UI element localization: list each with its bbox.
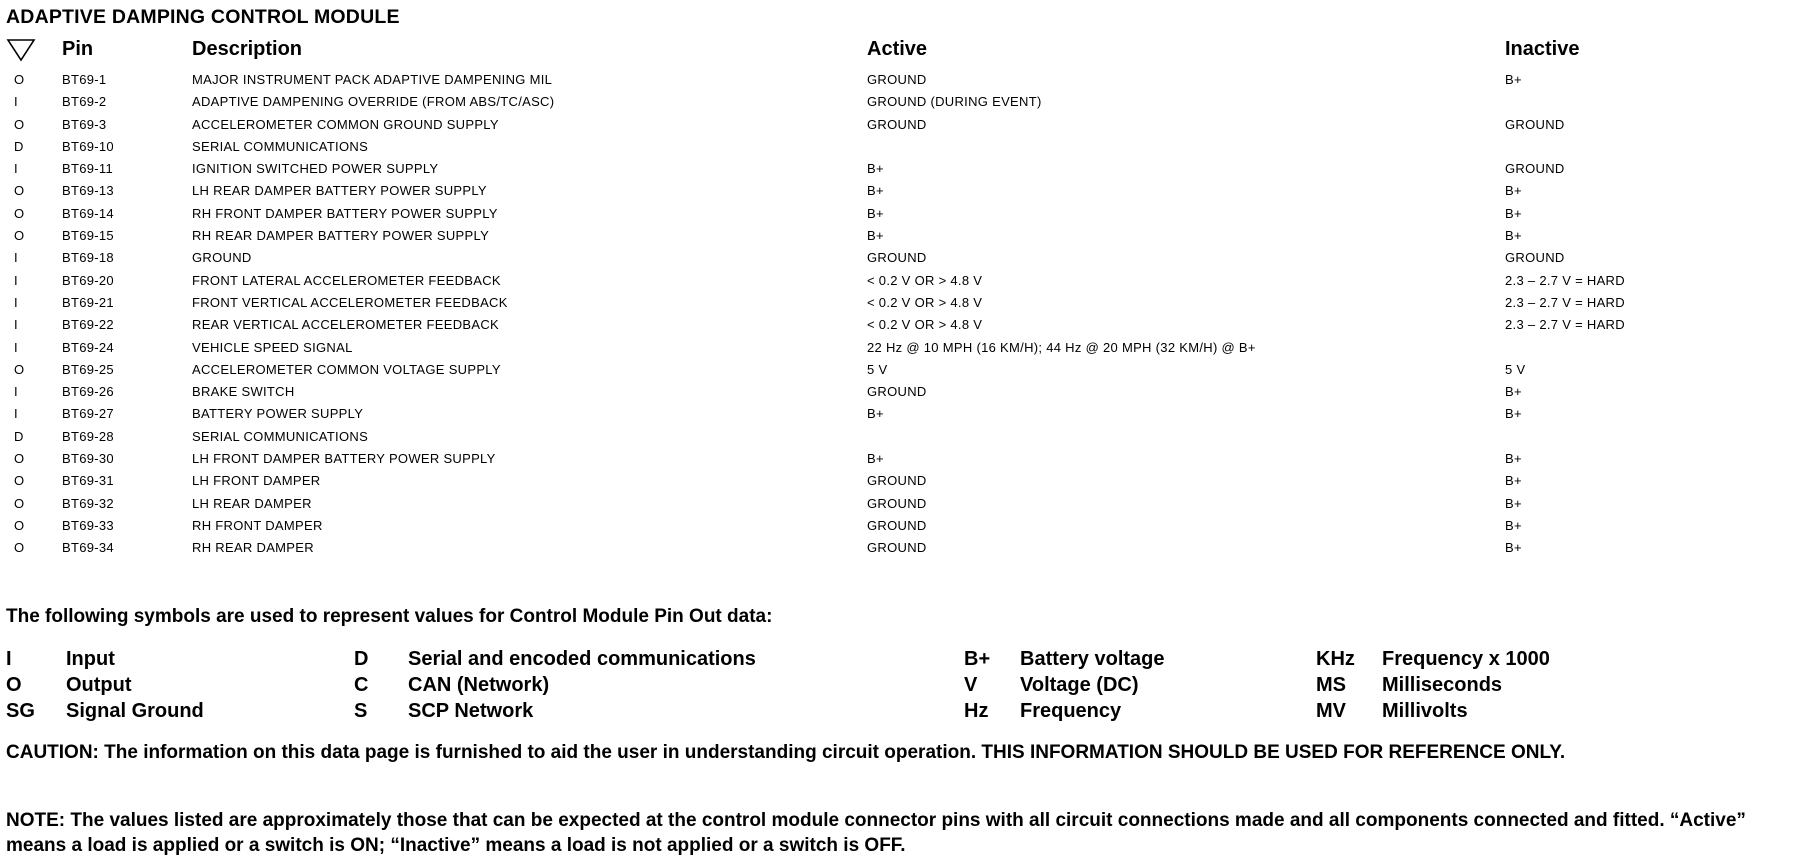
inactive-cell: 2.3 – 2.7 V = HARD	[1505, 272, 1625, 288]
io-cell: I	[14, 339, 18, 355]
active-cell: GROUND	[867, 72, 927, 87]
legend-symbol: S	[354, 700, 368, 722]
legend-text: Input	[66, 648, 115, 670]
io-cell: I	[14, 294, 18, 310]
io-cell: I	[14, 406, 18, 422]
table-row	[0, 492, 1796, 514]
io-cell: O	[14, 361, 25, 377]
legend-text: Signal Ground	[66, 700, 204, 722]
io-cell: O	[14, 517, 25, 533]
legend-symbol: V	[964, 674, 978, 696]
description-cell: RH FRONT DAMPER BATTERY POWER SUPPLY	[192, 205, 498, 221]
pin-cell: BT69-33	[62, 517, 114, 533]
io-cell: O	[14, 451, 25, 467]
table-row	[0, 224, 1796, 246]
pin-cell: BT69-31	[62, 473, 114, 489]
io-cell: I	[14, 317, 18, 333]
header-pin: Pin	[62, 38, 94, 60]
pin-cell: BT69-25	[62, 361, 114, 377]
pin-cell: BT69-28	[62, 428, 114, 444]
active-cell: B+	[867, 228, 884, 244]
legend-item	[1316, 648, 1646, 674]
legend-text: Voltage (DC)	[1020, 674, 1139, 696]
inactive-cell: B+	[1505, 384, 1522, 400]
description-cell: REAR VERTICAL ACCELEROMETER FEEDBACK	[192, 317, 499, 333]
legend-symbol: B+	[964, 648, 991, 670]
description-cell: ACCELEROMETER COMMON GROUND SUPPLY	[192, 116, 499, 132]
pin-cell: BT69-26	[62, 384, 114, 400]
legend-symbol: MS	[1316, 674, 1346, 696]
io-cell: O	[14, 183, 25, 199]
active-cell: 22 Hz @ 10 MPH (16 KM/H); 44 Hz @ 20 MPH (32 KM/H) @ B+	[867, 339, 1256, 355]
legend-text: SCP Network	[408, 700, 534, 722]
table-row	[0, 336, 1796, 358]
pin-cell: BT69-22	[62, 317, 114, 333]
legend-symbol: D	[354, 648, 369, 670]
active-cell: B+	[867, 183, 884, 199]
inactive-cell: B+	[1505, 517, 1522, 533]
active-cell: B+	[867, 161, 884, 177]
legend-text: CAN (Network)	[408, 674, 550, 696]
page-title: ADAPTIVE DAMPING CONTROL MODULE	[6, 6, 400, 28]
legend-text: Serial and encoded communications	[408, 648, 756, 670]
table-row	[0, 469, 1796, 491]
legend-symbol: I	[6, 648, 12, 670]
active-cell: GROUND	[867, 540, 927, 556]
description-cell: LH REAR DAMPER	[192, 495, 312, 511]
legend-item	[964, 700, 1284, 726]
io-cell: O	[14, 205, 25, 221]
inactive-cell: GROUND	[1505, 250, 1565, 266]
table-row	[0, 536, 1796, 558]
inactive-cell: 5 V	[1505, 361, 1526, 377]
legend-text: Frequency x 1000	[1382, 648, 1550, 670]
pin-cell: BT69-11	[62, 161, 113, 177]
legend-symbol: O	[6, 674, 22, 696]
table-row	[0, 113, 1796, 135]
active-cell: GROUND	[867, 473, 927, 489]
io-cell: D	[14, 138, 24, 154]
pin-cell: BT69-13	[62, 183, 114, 199]
description-cell: SERIAL COMMUNICATIONS	[192, 428, 369, 444]
inactive-cell: 2.3 – 2.7 V = HARD	[1505, 294, 1625, 310]
legend-intro: The following symbols are used to represent values for Control Module Pin Out data:	[6, 606, 773, 627]
legend-symbol: KHz	[1316, 648, 1355, 670]
active-cell: B+	[867, 451, 884, 467]
active-cell: 5 V	[867, 361, 888, 377]
table-row	[0, 313, 1796, 335]
inactive-cell: B+	[1505, 473, 1522, 489]
active-cell: B+	[867, 406, 884, 422]
legend-item	[1316, 674, 1646, 700]
legend-symbol: C	[354, 674, 369, 696]
legend-text: Milliseconds	[1382, 674, 1503, 696]
io-cell: I	[14, 272, 18, 288]
legend-symbol: Hz	[964, 700, 989, 722]
description-cell: ACCELEROMETER COMMON VOLTAGE SUPPLY	[192, 361, 501, 377]
description-cell: GROUND	[192, 250, 252, 266]
table-row	[0, 358, 1796, 380]
active-cell: GROUND (DURING EVENT)	[867, 94, 1042, 110]
pin-cell: BT69-15	[62, 228, 114, 244]
table-row	[0, 380, 1796, 402]
io-cell: O	[14, 495, 25, 511]
pin-cell: BT69-30	[62, 451, 114, 467]
legend-item	[6, 648, 336, 674]
description-cell: SERIAL COMMUNICATIONS	[192, 138, 369, 154]
pin-cell: BT69-27	[62, 406, 114, 422]
legend-text: Frequency	[1020, 700, 1122, 722]
description-cell: FRONT VERTICAL ACCELEROMETER FEEDBACK	[192, 294, 508, 310]
legend-item	[354, 674, 914, 700]
legend-column	[354, 648, 914, 726]
legend-item	[6, 700, 336, 726]
io-cell: I	[14, 94, 18, 110]
description-cell: RH FRONT DAMPER	[192, 517, 323, 533]
legend-column	[1316, 648, 1646, 726]
description-cell: IGNITION SWITCHED POWER SUPPLY	[192, 161, 439, 177]
legend-item	[354, 700, 914, 726]
pin-cell: BT69-10	[62, 138, 114, 154]
pin-cell: BT69-18	[62, 250, 114, 266]
legend-text: Battery voltage	[1020, 648, 1165, 670]
inactive-cell: B+	[1505, 72, 1522, 87]
inactive-cell: B+	[1505, 406, 1522, 422]
header-active: Active	[867, 38, 928, 60]
table-row	[0, 202, 1796, 224]
active-cell: B+	[867, 205, 884, 221]
pin-table	[0, 68, 1796, 559]
pin-cell: BT69-21	[62, 294, 114, 310]
pin-cell: BT69-24	[62, 339, 114, 355]
description-cell: BRAKE SWITCH	[192, 384, 295, 400]
triangle-icon	[6, 38, 36, 62]
io-cell: O	[14, 540, 25, 556]
description-cell: BATTERY POWER SUPPLY	[192, 406, 364, 422]
inactive-cell: 2.3 – 2.7 V = HARD	[1505, 317, 1625, 333]
table-row	[0, 246, 1796, 268]
table-row	[0, 291, 1796, 313]
table-row	[0, 447, 1796, 469]
legend-symbol: MV	[1316, 700, 1346, 722]
description-cell: LH FRONT DAMPER	[192, 473, 321, 489]
legend-symbol: SG	[6, 700, 35, 722]
inactive-cell: B+	[1505, 540, 1522, 556]
pin-cell: BT69-1	[62, 72, 107, 87]
legend-item	[6, 674, 336, 700]
table-row	[0, 157, 1796, 179]
pin-cell: BT69-2	[62, 94, 107, 110]
active-cell: GROUND	[867, 384, 927, 400]
legend-item	[354, 648, 914, 674]
pin-cell: BT69-3	[62, 116, 107, 132]
legend-item	[1316, 700, 1646, 726]
inactive-cell: B+	[1505, 451, 1522, 467]
table-row	[0, 269, 1796, 291]
legend-item	[964, 648, 1284, 674]
pin-cell: BT69-20	[62, 272, 114, 288]
io-cell: O	[14, 473, 25, 489]
active-cell: GROUND	[867, 495, 927, 511]
table-row	[0, 179, 1796, 201]
description-cell: ADAPTIVE DAMPENING OVERRIDE (FROM ABS/TC/ASC)	[192, 94, 555, 110]
legend-column	[6, 648, 336, 726]
active-cell: < 0.2 V OR > 4.8 V	[867, 294, 983, 310]
legend-text: Output	[66, 674, 132, 696]
io-cell: O	[14, 116, 25, 132]
table-row	[0, 90, 1796, 112]
legend-column	[964, 648, 1284, 726]
pin-cell: BT69-14	[62, 205, 114, 221]
header-description: Description	[192, 38, 303, 60]
table-row	[0, 135, 1796, 157]
active-cell: GROUND	[867, 116, 927, 132]
inactive-cell: B+	[1505, 183, 1522, 199]
io-cell: I	[14, 250, 18, 266]
pin-cell: BT69-32	[62, 495, 114, 511]
io-cell: O	[14, 228, 25, 244]
active-cell: < 0.2 V OR > 4.8 V	[867, 317, 983, 333]
inactive-cell: GROUND	[1505, 161, 1565, 177]
io-cell: O	[14, 72, 25, 87]
pin-cell: BT69-34	[62, 540, 114, 556]
note-text: NOTE: The values listed are approximately those that can be expected at the control module connector pins with all circuit connections made and all components connected and fitted. “Active” means a load is applied or a switch is ON; “Inactive” means a load is not applied or a switch is OFF.	[6, 810, 1746, 856]
description-cell: LH REAR DAMPER BATTERY POWER SUPPLY	[192, 183, 487, 199]
table-row	[0, 514, 1796, 536]
active-cell: GROUND	[867, 517, 927, 533]
description-cell: MAJOR INSTRUMENT PACK ADAPTIVE DAMPENING MIL	[192, 72, 553, 87]
io-cell: I	[14, 384, 18, 400]
io-cell: I	[14, 161, 18, 177]
table-row	[0, 402, 1796, 424]
description-cell: RH REAR DAMPER	[192, 540, 314, 556]
description-cell: LH FRONT DAMPER BATTERY POWER SUPPLY	[192, 451, 496, 467]
active-cell: < 0.2 V OR > 4.8 V	[867, 272, 983, 288]
legend-text: Millivolts	[1382, 700, 1468, 722]
header-inactive: Inactive	[1505, 38, 1580, 60]
description-cell: RH REAR DAMPER BATTERY POWER SUPPLY	[192, 228, 490, 244]
inactive-cell: GROUND	[1505, 116, 1565, 132]
description-cell: FRONT LATERAL ACCELEROMETER FEEDBACK	[192, 272, 501, 288]
caution-text: CAUTION: The information on this data page is furnished to aid the user in understanding circuit operation. THIS INFORMATION SHOULD BE USED FOR REFERENCE ONLY.	[6, 742, 1566, 763]
inactive-cell: B+	[1505, 228, 1522, 244]
description-cell: VEHICLE SPEED SIGNAL	[192, 339, 353, 355]
inactive-cell: B+	[1505, 495, 1522, 511]
table-row	[0, 425, 1796, 447]
active-cell: GROUND	[867, 250, 927, 266]
table-row	[0, 68, 1796, 90]
inactive-cell: B+	[1505, 205, 1522, 221]
legend-item	[964, 674, 1284, 700]
io-cell: D	[14, 428, 24, 444]
